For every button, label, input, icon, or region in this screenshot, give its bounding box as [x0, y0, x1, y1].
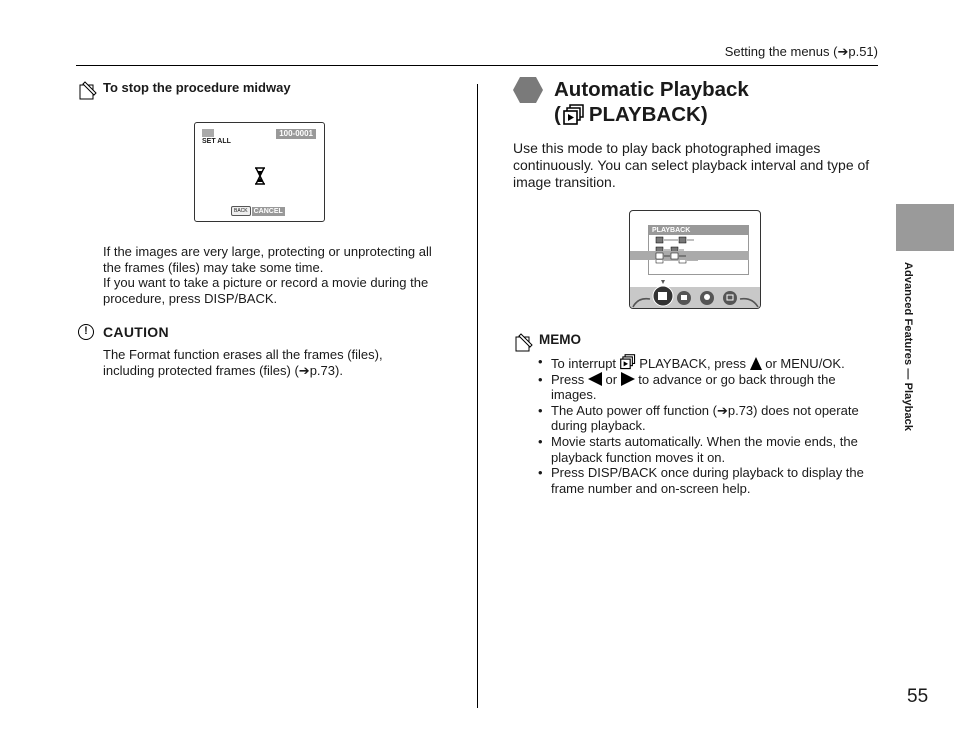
- chapter-side-label: [903, 262, 914, 436]
- cancel-hint: [231, 206, 285, 216]
- text-span: during playback.: [551, 418, 646, 434]
- text-span: PLAYBACK, press: [639, 356, 746, 371]
- protect-tag-icon: [202, 129, 214, 137]
- mode-selector-icons: [630, 277, 761, 309]
- text-span: or: [605, 371, 618, 387]
- left-arrow-icon: [588, 372, 602, 386]
- memo-title: MEMO: [539, 332, 581, 347]
- frame-counter: 100-0001: [276, 129, 316, 139]
- text-span: to advance or go back through the: [638, 371, 836, 387]
- section-title-line2: [554, 102, 749, 127]
- text-line: including protected frames (files) (➔p.73).: [103, 362, 343, 378]
- note-pencil-icon: [77, 79, 99, 101]
- text-span: The Auto power off function (➔p.73) does not operate: [551, 402, 859, 418]
- lcd-screen-playback-menu: [629, 210, 761, 309]
- memo-pencil-icon: [513, 331, 535, 353]
- text-span: Press DISP/BACK once during playback to display the: [551, 465, 864, 481]
- title-playback: PLAYBACK): [588, 103, 708, 126]
- text-line: The Format function erases all the frames (files),: [103, 347, 383, 362]
- column-divider: [477, 84, 478, 708]
- text-span: To interrupt: [551, 356, 617, 371]
- page-number: 55: [907, 686, 929, 707]
- playback-menu-title: PLAYBACK: [649, 226, 748, 235]
- text-line: Use this mode to play back photographed images: [513, 140, 821, 156]
- section-hexagon-icon: [512, 76, 544, 104]
- cancel-label: CANCEL: [253, 207, 283, 215]
- selected-transition-icon: [648, 252, 698, 260]
- protect-paragraph: [103, 244, 448, 306]
- section-title: [554, 77, 749, 127]
- caution-text: [103, 347, 448, 378]
- text-span: Press: [551, 371, 585, 387]
- caution-title: CAUTION: [103, 324, 169, 340]
- playback-mode-icon: [620, 354, 636, 370]
- text-span: or MENU/OK.: [765, 356, 845, 371]
- text-line: image transition.: [513, 174, 616, 190]
- text-line: the frames (files) may take some time.: [103, 259, 324, 275]
- memo-item: [538, 403, 880, 434]
- note-title: To stop the procedure midway: [103, 80, 291, 95]
- playback-mode-icon: [563, 104, 585, 126]
- text-line: continuously. You can select playback interval and type of: [513, 157, 870, 173]
- hourglass-icon: [254, 167, 266, 185]
- text-span: frame number and on-screen help.: [551, 480, 751, 496]
- intro-paragraph: [513, 140, 883, 191]
- memo-item: [538, 372, 880, 403]
- set-all-label: SET ALL: [202, 138, 231, 145]
- memo-item: [538, 434, 880, 465]
- up-arrow-icon: [750, 357, 762, 370]
- section-title-line1: Automatic Playback: [554, 78, 749, 101]
- back-key-label: BACK: [231, 206, 251, 216]
- text-span: Movie starts automatically. When the movie ends, the: [551, 433, 858, 449]
- title-open-paren: (: [554, 103, 561, 126]
- text-line: If the images are very large, protecting or unprotecting all: [103, 244, 432, 259]
- chapter-side-label-text: Advanced Features — Playback: [902, 262, 914, 432]
- text-line: If you want to take a picture or record a movie during the: [103, 275, 429, 291]
- text-line: procedure, press DISP/BACK.: [103, 290, 278, 306]
- header-rule: [76, 65, 878, 66]
- chapter-tab: [896, 204, 954, 251]
- right-arrow-icon: [621, 372, 635, 386]
- memo-item: [538, 465, 880, 496]
- caution-icon: !: [78, 324, 94, 340]
- text-span: playback function moves it on.: [551, 449, 726, 465]
- memo-item: [538, 354, 880, 372]
- memo-list: [538, 354, 880, 496]
- header-reference: Setting the menus (➔p.51): [724, 44, 878, 59]
- lcd-screen-set-all: [194, 122, 325, 222]
- text-span: images.: [551, 387, 597, 403]
